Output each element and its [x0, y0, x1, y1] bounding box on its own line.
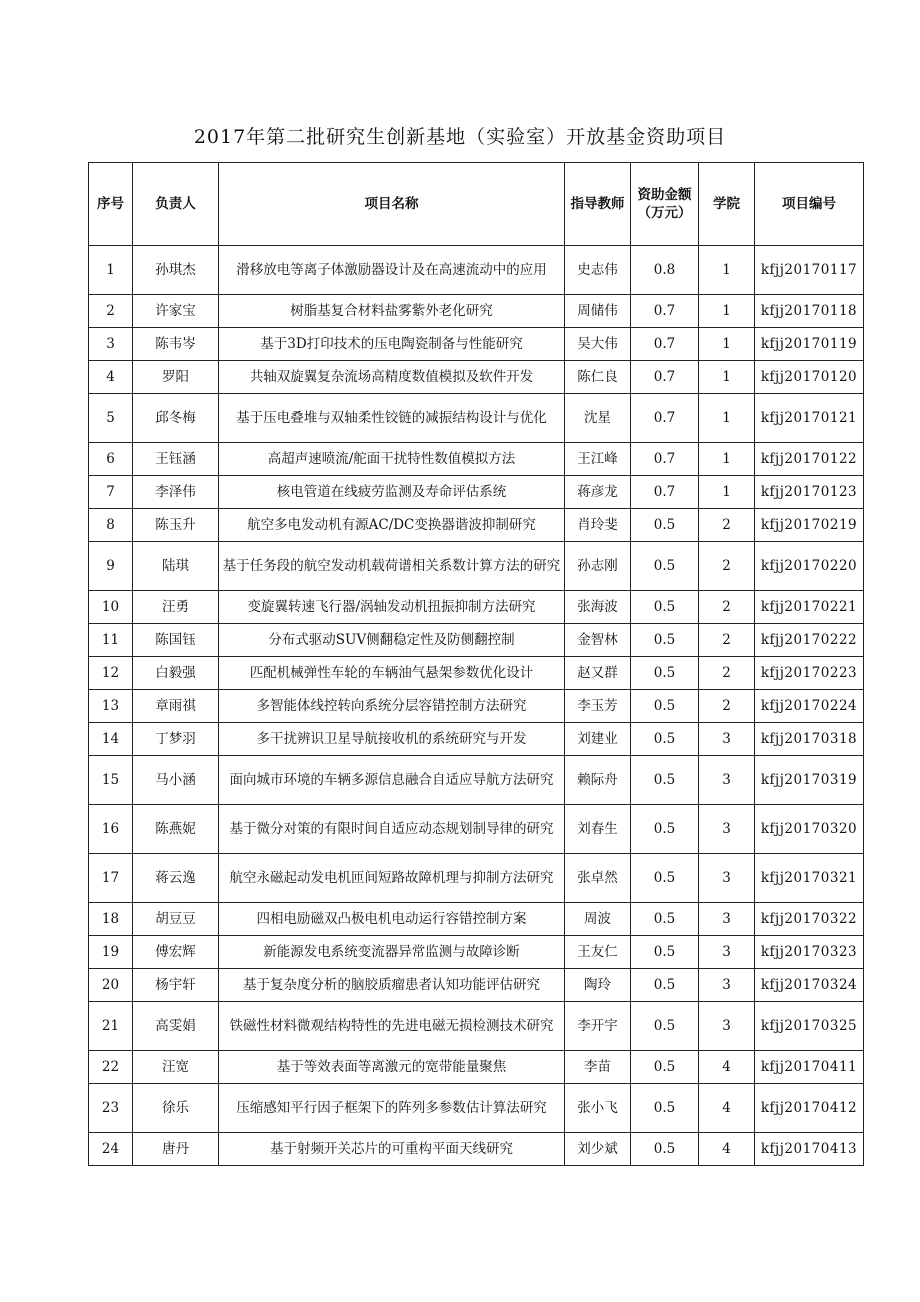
cell-advisor: 刘建业	[565, 723, 631, 756]
cell-advisor: 赵又群	[565, 657, 631, 690]
cell-seq: 10	[89, 591, 133, 624]
header-seq: 序号	[89, 163, 133, 246]
cell-project-name: 基于射频开关芯片的可重构平面天线研究	[219, 1133, 565, 1166]
table-row	[89, 1084, 864, 1133]
cell-project-name: 新能源发电系统变流器异常监测与故障诊断	[219, 936, 565, 969]
cell-seq: 19	[89, 936, 133, 969]
cell-seq: 3	[89, 328, 133, 361]
cell-advisor: 张卓然	[565, 854, 631, 903]
table-row	[89, 509, 864, 542]
header-amount: 资助金额（万元）	[631, 163, 699, 246]
cell-project-name: 分布式驱动SUV侧翻稳定性及防侧翻控制	[219, 624, 565, 657]
cell-advisor: 李开宇	[565, 1002, 631, 1051]
cell-amount: 0.5	[631, 854, 699, 903]
table-row	[89, 591, 864, 624]
cell-leader: 傅宏辉	[133, 936, 219, 969]
cell-project-name: 多干扰辨识卫星导航接收机的系统研究与开发	[219, 723, 565, 756]
table-row	[89, 476, 864, 509]
cell-college: 3	[699, 969, 755, 1002]
cell-amount: 0.5	[631, 591, 699, 624]
cell-college: 2	[699, 657, 755, 690]
table-row	[89, 805, 864, 854]
table-row	[89, 690, 864, 723]
table-row	[89, 1051, 864, 1084]
cell-seq: 17	[89, 854, 133, 903]
table-header-row	[89, 163, 864, 246]
cell-project-name: 航空永磁起动发电机匝间短路故障机理与抑制方法研究	[219, 854, 565, 903]
cell-advisor: 张小飞	[565, 1084, 631, 1133]
cell-advisor: 陈仁良	[565, 361, 631, 394]
cell-code: kfjj20170323	[755, 936, 864, 969]
cell-amount: 0.7	[631, 443, 699, 476]
cell-college: 3	[699, 756, 755, 805]
cell-leader: 徐乐	[133, 1084, 219, 1133]
cell-amount: 0.7	[631, 295, 699, 328]
cell-leader: 孙琪杰	[133, 246, 219, 295]
cell-seq: 11	[89, 624, 133, 657]
cell-project-name: 基于微分对策的有限时间自适应动态规划制导律的研究	[219, 805, 565, 854]
table-row	[89, 854, 864, 903]
cell-advisor: 张海波	[565, 591, 631, 624]
cell-seq: 22	[89, 1051, 133, 1084]
cell-amount: 0.7	[631, 476, 699, 509]
cell-seq: 9	[89, 542, 133, 591]
cell-seq: 24	[89, 1133, 133, 1166]
table-row	[89, 903, 864, 936]
cell-project-name: 基于复杂度分析的脑胶质瘤患者认知功能评估研究	[219, 969, 565, 1002]
cell-amount: 0.5	[631, 1051, 699, 1084]
cell-leader: 马小涵	[133, 756, 219, 805]
cell-advisor: 孙志刚	[565, 542, 631, 591]
header-college: 学院	[699, 163, 755, 246]
cell-project-name: 压缩感知平行因子框架下的阵列多参数估计算法研究	[219, 1084, 565, 1133]
cell-leader: 罗阳	[133, 361, 219, 394]
cell-code: kfjj20170324	[755, 969, 864, 1002]
cell-code: kfjj20170117	[755, 246, 864, 295]
cell-advisor: 李苗	[565, 1051, 631, 1084]
cell-amount: 0.5	[631, 1084, 699, 1133]
page-title: 2017年第二批研究生创新基地（实验室）开放基金资助项目	[193, 126, 727, 148]
cell-leader: 丁梦羽	[133, 723, 219, 756]
table-row	[89, 542, 864, 591]
cell-college: 3	[699, 1002, 755, 1051]
cell-leader: 邱冬梅	[133, 394, 219, 443]
cell-code: kfjj20170321	[755, 854, 864, 903]
cell-leader: 李泽伟	[133, 476, 219, 509]
cell-code: kfjj20170224	[755, 690, 864, 723]
cell-project-name: 航空多电发动机有源AC/DC变换器谐波抑制研究	[219, 509, 565, 542]
header-leader: 负责人	[133, 163, 219, 246]
cell-amount: 0.5	[631, 903, 699, 936]
cell-project-name: 滑移放电等离子体激励器设计及在高速流动中的应用	[219, 246, 565, 295]
cell-code: kfjj20170219	[755, 509, 864, 542]
cell-code: kfjj20170319	[755, 756, 864, 805]
header-code: 项目编号	[755, 163, 864, 246]
cell-advisor: 史志伟	[565, 246, 631, 295]
header-project-name: 项目名称	[219, 163, 565, 246]
cell-seq: 13	[89, 690, 133, 723]
cell-leader: 陆琪	[133, 542, 219, 591]
cell-advisor: 沈星	[565, 394, 631, 443]
cell-amount: 0.5	[631, 690, 699, 723]
cell-leader: 章雨祺	[133, 690, 219, 723]
cell-amount: 0.8	[631, 246, 699, 295]
cell-college: 1	[699, 394, 755, 443]
cell-leader: 杨宇轩	[133, 969, 219, 1002]
cell-college: 3	[699, 723, 755, 756]
table-row	[89, 723, 864, 756]
cell-amount: 0.5	[631, 969, 699, 1002]
cell-college: 2	[699, 624, 755, 657]
cell-code: kfjj20170411	[755, 1051, 864, 1084]
cell-college: 3	[699, 936, 755, 969]
cell-leader: 陈玉升	[133, 509, 219, 542]
table-row	[89, 756, 864, 805]
cell-code: kfjj20170320	[755, 805, 864, 854]
cell-project-name: 变旋翼转速飞行器/涡轴发动机扭振抑制方法研究	[219, 591, 565, 624]
cell-seq: 18	[89, 903, 133, 936]
cell-code: kfjj20170413	[755, 1133, 864, 1166]
cell-amount: 0.7	[631, 361, 699, 394]
cell-project-name: 四相电励磁双凸极电机电动运行容错控制方案	[219, 903, 565, 936]
cell-code: kfjj20170120	[755, 361, 864, 394]
cell-advisor: 吴大伟	[565, 328, 631, 361]
cell-project-name: 高超声速喷流/舵面干扰特性数值模拟方法	[219, 443, 565, 476]
cell-amount: 0.5	[631, 936, 699, 969]
cell-advisor: 刘春生	[565, 805, 631, 854]
cell-amount: 0.5	[631, 756, 699, 805]
cell-seq: 16	[89, 805, 133, 854]
cell-code: kfjj20170118	[755, 295, 864, 328]
cell-advisor: 肖玲斐	[565, 509, 631, 542]
cell-seq: 6	[89, 443, 133, 476]
cell-advisor: 王友仁	[565, 936, 631, 969]
cell-advisor: 金智林	[565, 624, 631, 657]
header-advisor: 指导教师	[565, 163, 631, 246]
cell-seq: 23	[89, 1084, 133, 1133]
cell-project-name: 匹配机械弹性车轮的车辆油气悬架参数优化设计	[219, 657, 565, 690]
cell-college: 1	[699, 328, 755, 361]
cell-seq: 5	[89, 394, 133, 443]
cell-college: 4	[699, 1133, 755, 1166]
cell-advisor: 周波	[565, 903, 631, 936]
cell-amount: 0.5	[631, 624, 699, 657]
cell-seq: 20	[89, 969, 133, 1002]
table-row	[89, 969, 864, 1002]
cell-leader: 汪宽	[133, 1051, 219, 1084]
cell-code: kfjj20170122	[755, 443, 864, 476]
cell-code: kfjj20170220	[755, 542, 864, 591]
cell-code: kfjj20170322	[755, 903, 864, 936]
cell-college: 3	[699, 805, 755, 854]
cell-advisor: 赖际舟	[565, 756, 631, 805]
cell-code: kfjj20170221	[755, 591, 864, 624]
cell-leader: 陈韦岑	[133, 328, 219, 361]
table-row	[89, 1133, 864, 1166]
table-row	[89, 624, 864, 657]
cell-amount: 0.7	[631, 394, 699, 443]
cell-project-name: 核电管道在线疲劳监测及寿命评估系统	[219, 476, 565, 509]
cell-amount: 0.5	[631, 657, 699, 690]
cell-seq: 12	[89, 657, 133, 690]
cell-code: kfjj20170325	[755, 1002, 864, 1051]
cell-project-name: 多智能体线控转向系统分层容错控制方法研究	[219, 690, 565, 723]
project-table	[88, 162, 864, 1166]
table-row	[89, 246, 864, 295]
cell-seq: 1	[89, 246, 133, 295]
cell-college: 3	[699, 854, 755, 903]
cell-amount: 0.5	[631, 542, 699, 591]
cell-leader: 胡豆豆	[133, 903, 219, 936]
table-row	[89, 361, 864, 394]
cell-leader: 唐丹	[133, 1133, 219, 1166]
cell-advisor: 周储伟	[565, 295, 631, 328]
cell-project-name: 共轴双旋翼复杂流场高精度数值模拟及软件开发	[219, 361, 565, 394]
cell-college: 1	[699, 246, 755, 295]
cell-college: 4	[699, 1051, 755, 1084]
cell-code: kfjj20170123	[755, 476, 864, 509]
cell-amount: 0.5	[631, 1002, 699, 1051]
cell-seq: 8	[89, 509, 133, 542]
cell-code: kfjj20170121	[755, 394, 864, 443]
cell-amount: 0.5	[631, 1133, 699, 1166]
cell-college: 3	[699, 903, 755, 936]
cell-seq: 15	[89, 756, 133, 805]
table-body	[89, 246, 864, 1166]
cell-advisor: 陶玲	[565, 969, 631, 1002]
cell-college: 2	[699, 591, 755, 624]
cell-project-name: 铁磁性材料微观结构特性的先进电磁无损检测技术研究	[219, 1002, 565, 1051]
cell-project-name: 基于任务段的航空发动机载荷谱相关系数计算方法的研究	[219, 542, 565, 591]
cell-college: 1	[699, 443, 755, 476]
cell-college: 1	[699, 361, 755, 394]
cell-amount: 0.5	[631, 805, 699, 854]
cell-college: 1	[699, 476, 755, 509]
cell-project-name: 基于压电叠堆与双轴柔性铰链的减振结构设计与优化	[219, 394, 565, 443]
cell-code: kfjj20170223	[755, 657, 864, 690]
cell-code: kfjj20170222	[755, 624, 864, 657]
cell-project-name: 基于3D打印技术的压电陶瓷制备与性能研究	[219, 328, 565, 361]
cell-advisor: 李玉芳	[565, 690, 631, 723]
cell-seq: 14	[89, 723, 133, 756]
cell-leader: 陈燕妮	[133, 805, 219, 854]
cell-project-name: 基于等效表面等离激元的宽带能量聚焦	[219, 1051, 565, 1084]
cell-project-name: 面向城市环境的车辆多源信息融合自适应导航方法研究	[219, 756, 565, 805]
cell-leader: 蒋云逸	[133, 854, 219, 903]
cell-college: 2	[699, 542, 755, 591]
cell-leader: 陈国钰	[133, 624, 219, 657]
cell-leader: 高雯娟	[133, 1002, 219, 1051]
table-row	[89, 443, 864, 476]
cell-leader: 王钰涵	[133, 443, 219, 476]
cell-seq: 2	[89, 295, 133, 328]
cell-advisor: 王江峰	[565, 443, 631, 476]
cell-leader: 汪勇	[133, 591, 219, 624]
table-row	[89, 295, 864, 328]
table-row	[89, 936, 864, 969]
table-row	[89, 1002, 864, 1051]
cell-code: kfjj20170318	[755, 723, 864, 756]
cell-amount: 0.5	[631, 509, 699, 542]
cell-amount: 0.5	[631, 723, 699, 756]
cell-advisor: 蒋彦龙	[565, 476, 631, 509]
cell-leader: 白毅强	[133, 657, 219, 690]
cell-seq: 7	[89, 476, 133, 509]
cell-college: 2	[699, 690, 755, 723]
cell-college: 1	[699, 295, 755, 328]
table-row	[89, 394, 864, 443]
cell-amount: 0.7	[631, 328, 699, 361]
cell-college: 2	[699, 509, 755, 542]
cell-seq: 4	[89, 361, 133, 394]
table-row	[89, 657, 864, 690]
cell-code: kfjj20170119	[755, 328, 864, 361]
cell-project-name: 树脂基复合材料盐雾紫外老化研究	[219, 295, 565, 328]
cell-seq: 21	[89, 1002, 133, 1051]
cell-code: kfjj20170412	[755, 1084, 864, 1133]
cell-leader: 许家宝	[133, 295, 219, 328]
cell-advisor: 刘少斌	[565, 1133, 631, 1166]
cell-college: 4	[699, 1084, 755, 1133]
table-row	[89, 328, 864, 361]
